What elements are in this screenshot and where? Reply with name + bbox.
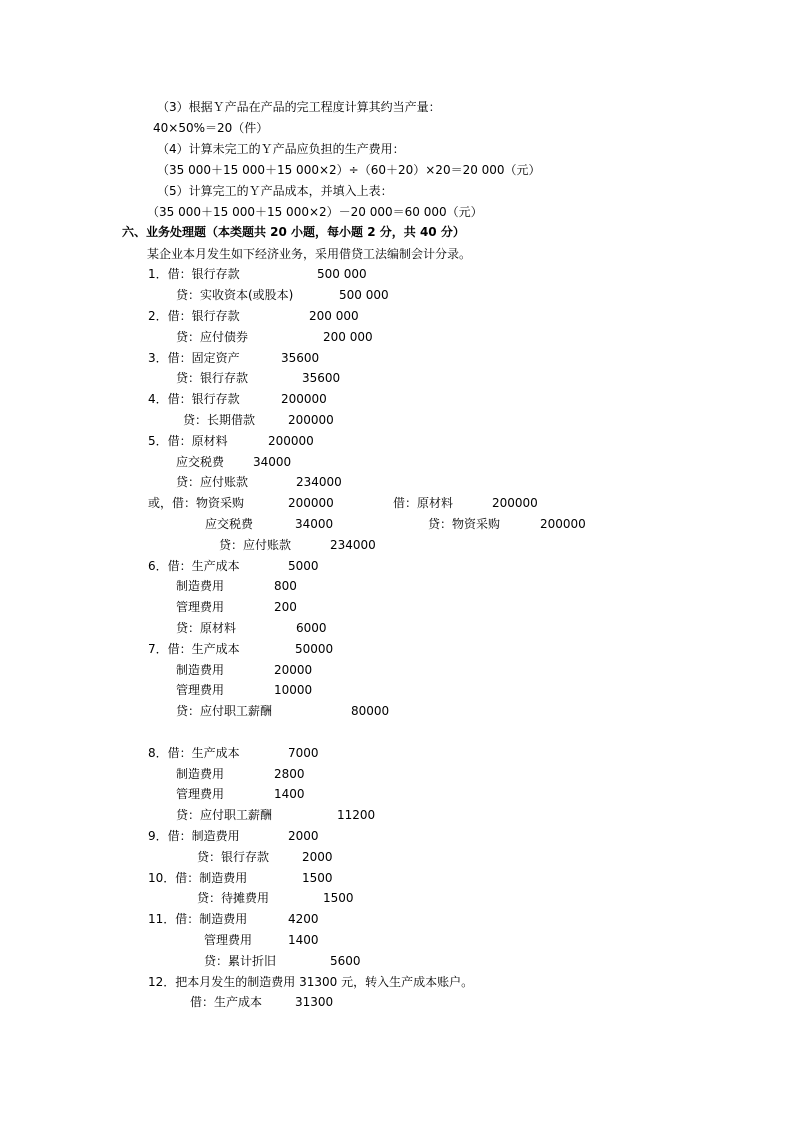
section-intro: 某企业本月发生如下经济业务，采用借贷工法编制会计分录。 [147,247,472,261]
entry-9-debit-amount: 2000 [288,829,319,843]
entry-2-credit-amount: 200 000 [323,330,373,344]
entry-5-debit-label: 5．借：原材料 [148,434,228,448]
entry-5-debit2-label: 应交税费 [176,455,225,469]
entry-8-debit-amount: 7000 [288,746,319,760]
entry-4-credit-amount: 200000 [288,413,334,427]
entry-10-debit-label: 10．借：制造费用 [148,871,248,885]
entry-2-credit-label: 贷：应付债券 [176,330,249,344]
entry-9-credit-amount: 2000 [302,850,333,864]
entry-6-credit-amount: 6000 [296,621,327,635]
entry-10-debit-amount: 1500 [302,871,333,885]
entry-6-debit2-amount: 800 [274,579,297,593]
entry-6-debit3-label: 管理费用 [176,600,225,614]
entry-8-credit-amount: 11200 [337,808,376,822]
entry-7-debit-amount: 50000 [295,642,334,656]
entry-6-credit-label: 贷：原材料 [176,621,237,635]
entry-1-credit-label: 贷：实收资本(或股本) [176,288,294,302]
alt-debit-label-2: 借：原材料 [393,496,454,510]
entry-11-debit2-amount: 1400 [288,933,319,947]
entry-5-debit2-amount: 34000 [253,455,292,469]
entry-7-credit-label: 贷：应付职工薪酬 [176,704,273,718]
entry-7-debit3-amount: 10000 [274,683,313,697]
entry-3-credit-amount: 35600 [302,371,341,385]
entry-5-debit-amount: 200000 [268,434,314,448]
entry-9-credit-label: 贷：银行存款 [197,850,270,864]
entry-6-debit3-amount: 200 [274,600,297,614]
calc-line-3: （3）根据Ｙ产品在产品的完工程度计算其约当产量： [157,100,441,114]
alt-credit-label-2: 贷：物资采购 [428,517,501,531]
entry-3-debit-amount: 35600 [281,351,320,365]
entry-1-credit-amount: 500 000 [339,288,389,302]
alt-debit2-label: 应交税费 [205,517,254,531]
entry-10-credit-label: 贷：待摊费用 [197,891,270,905]
entry-7-debit2-label: 制造费用 [176,663,225,677]
entry-12-debit-amount: 31300 [295,995,334,1009]
entry-7-debit3-label: 管理费用 [176,683,225,697]
entry-1-debit-label: 1．借：银行存款 [148,267,240,281]
entry-9-debit-label: 9．借：制造费用 [148,829,240,843]
calc-line-5: （5）计算完工的Ｙ产品成本，并填入上表： [157,184,393,198]
entry-7-credit-amount: 80000 [351,704,390,718]
alt-debit2-amount: 34000 [295,517,334,531]
section-title: 六、业务处理题（本类题共 20 小题，每小题 2 分，共 40 分） [122,225,465,239]
entry-8-debit2-label: 制造费用 [176,767,225,781]
calc-line-5-result: （35 000＋15 000＋15 000×2）－20 000＝60 000（元） [147,205,483,219]
entry-11-credit-amount: 5600 [330,954,361,968]
entry-4-credit-label: 贷：长期借款 [183,413,256,427]
entry-7-debit-label: 7．借：生产成本 [148,642,240,656]
alt-debit-amount: 200000 [288,496,334,510]
entry-10-credit-amount: 1500 [323,891,354,905]
entry-12-description: 12．把本月发生的制造费用 31300 元，转入生产成本账户。 [148,975,474,989]
entry-6-debit-label: 6．借：生产成本 [148,559,240,573]
entry-1-debit-amount: 500 000 [317,267,367,281]
entry-3-credit-label: 贷：银行存款 [176,371,249,385]
calc-line-4: （4）计算未完工的Ｙ产品应负担的生产费用： [157,142,405,156]
alt-credit-amount-2: 200000 [540,517,586,531]
entry-11-credit-label: 贷：累计折旧 [204,954,277,968]
entry-8-credit-label: 贷：应付职工薪酬 [176,808,273,822]
calc-line-3-result: 40×50%＝20（件） [153,121,269,135]
alt-debit-label: 或，借：物资采购 [148,496,245,510]
entry-5-credit-amount: 234000 [296,475,342,489]
entry-6-debit-amount: 5000 [288,559,319,573]
entry-3-debit-label: 3．借：固定资产 [148,351,240,365]
alt-debit-amount-2: 200000 [492,496,538,510]
alt-credit-amount: 234000 [330,538,376,552]
entry-6-debit2-label: 制造费用 [176,579,225,593]
entry-4-debit-amount: 200000 [281,392,327,406]
entry-2-debit-amount: 200 000 [309,309,359,323]
entry-5-credit-label: 贷：应付账款 [176,475,249,489]
alt-credit-label: 贷：应付账款 [219,538,292,552]
entry-8-debit2-amount: 2800 [274,767,305,781]
entry-11-debit-label: 11．借：制造费用 [148,912,248,926]
entry-12-debit-label: 借：生产成本 [190,995,263,1009]
entry-11-debit-amount: 4200 [288,912,319,926]
entry-2-debit-label: 2．借：银行存款 [148,309,240,323]
entry-8-debit3-label: 管理费用 [176,787,225,801]
entry-7-debit2-amount: 20000 [274,663,313,677]
entry-11-debit2-label: 管理费用 [204,933,253,947]
calc-line-4-result: （35 000＋15 000＋15 000×2）÷（60＋20）×20＝20 000（元） [157,163,541,177]
entry-4-debit-label: 4．借：银行存款 [148,392,240,406]
entry-8-debit3-amount: 1400 [274,787,305,801]
entry-8-debit-label: 8．借：生产成本 [148,746,240,760]
